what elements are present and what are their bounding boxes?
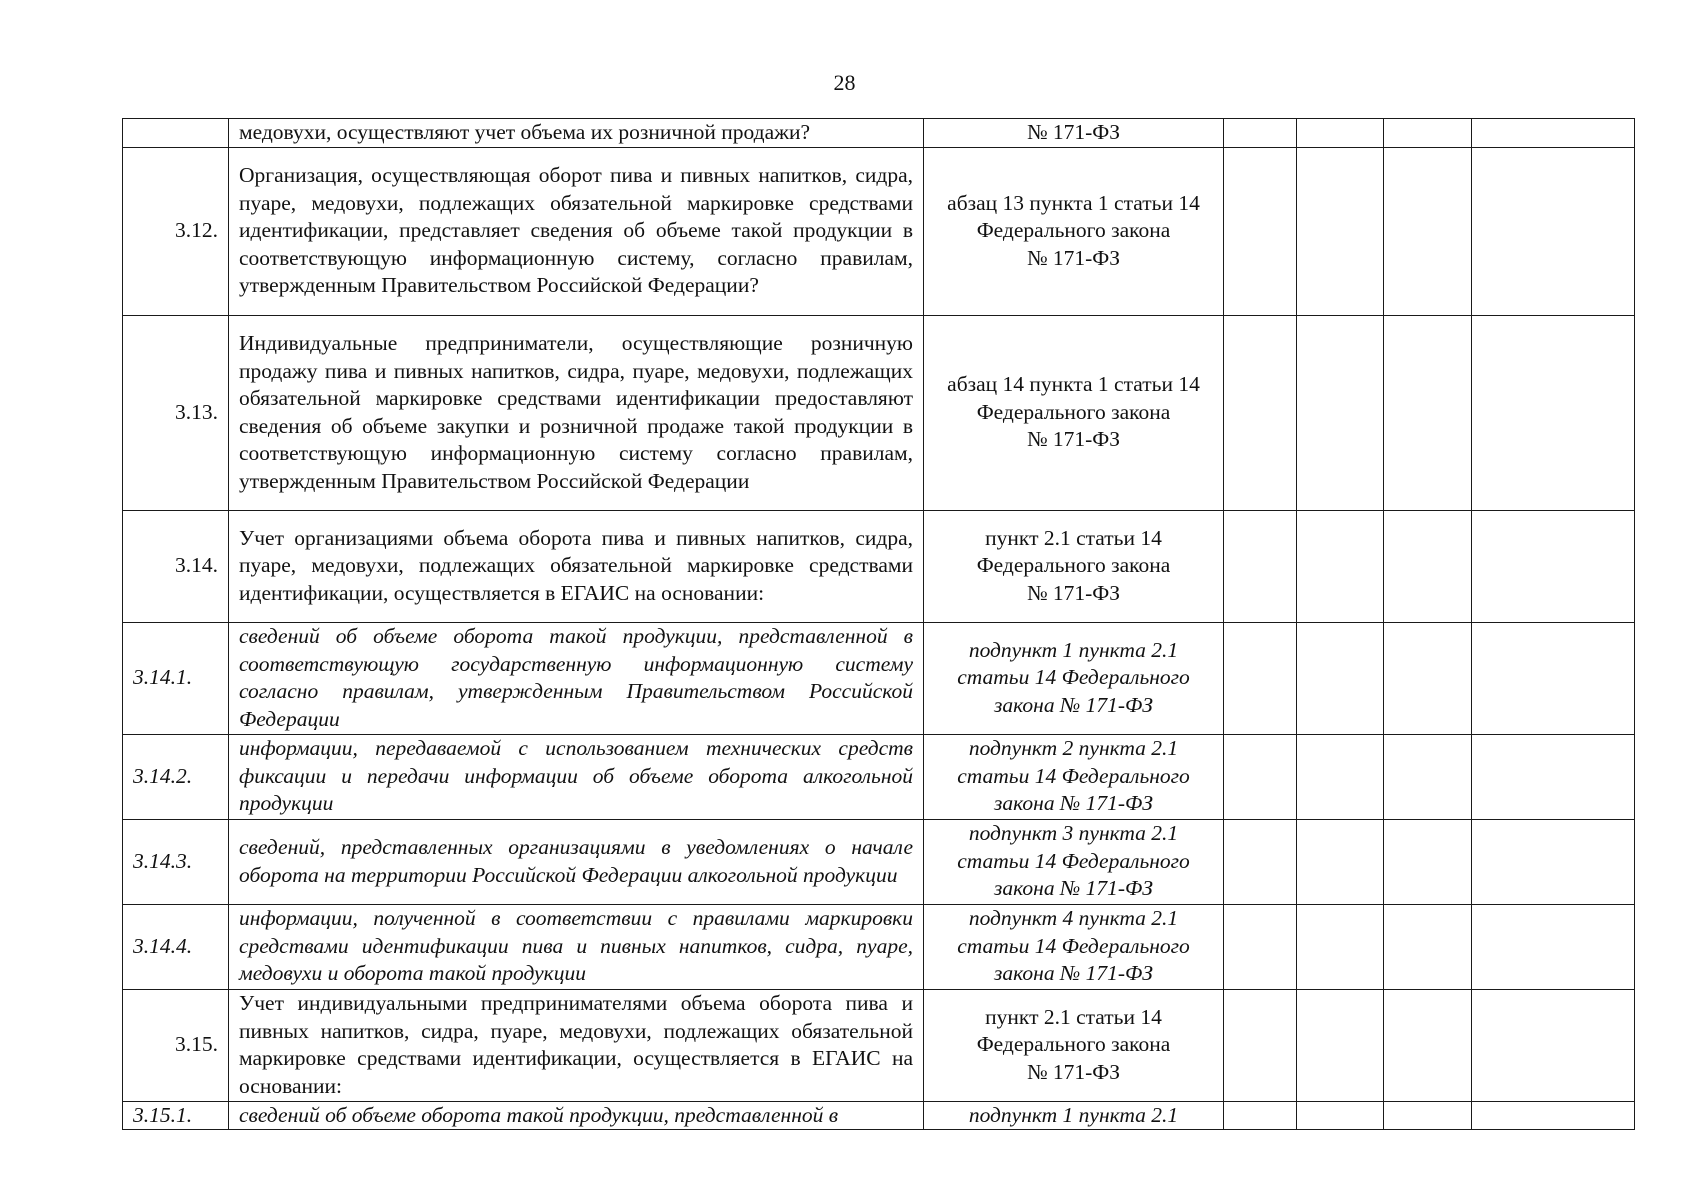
answer-cell bbox=[1297, 315, 1384, 510]
table-row bbox=[123, 315, 1635, 510]
answer-cell bbox=[1297, 510, 1384, 622]
answer-cell bbox=[1297, 119, 1384, 148]
page-number: 28 bbox=[833, 70, 856, 95]
answer-cell bbox=[1384, 1101, 1472, 1130]
answer-cell bbox=[1297, 989, 1384, 1101]
row-reference: подпункт 1 пункта 2.1 bbox=[924, 1101, 1224, 1130]
row-number: 3.14.3. bbox=[123, 819, 229, 904]
notes-cell bbox=[1472, 734, 1635, 819]
row-question: Учет индивидуальными предпринимателями объема оборота пива и пивных напитков, сидра, пуаре, медовухи, подлежащих обязательной маркировке средствами идентификации, осуществляется в ЕГАИС на основании: bbox=[229, 989, 924, 1101]
table-row bbox=[123, 819, 1635, 904]
checklist-table bbox=[122, 118, 1635, 1130]
answer-cell bbox=[1297, 734, 1384, 819]
answer-cell bbox=[1224, 119, 1297, 148]
row-reference: подпункт 4 пункта 2.1 статьи 14 Федерального закона № 171-ФЗ bbox=[924, 904, 1224, 989]
table-row bbox=[123, 119, 1635, 148]
row-number: 3.14.4. bbox=[123, 904, 229, 989]
answer-cell bbox=[1224, 1101, 1297, 1130]
table-row bbox=[123, 622, 1635, 734]
notes-cell bbox=[1472, 119, 1635, 148]
table-row bbox=[123, 510, 1635, 622]
row-number: 3.14.2. bbox=[123, 734, 229, 819]
notes-cell bbox=[1472, 147, 1635, 315]
table-row bbox=[123, 147, 1635, 315]
answer-cell bbox=[1224, 622, 1297, 734]
row-question: информации, полученной в соответствии с правилами маркировки средствами идентификации пива и пивных напитков, сидра, пуаре, медовухи и оборота такой продукции bbox=[229, 904, 924, 989]
row-question: медовухи, осуществляют учет объема их розничной продажи? bbox=[229, 119, 924, 148]
answer-cell bbox=[1384, 510, 1472, 622]
answer-cell bbox=[1297, 147, 1384, 315]
answer-cell bbox=[1224, 147, 1297, 315]
row-number: 3.14. bbox=[123, 510, 229, 622]
row-number: 3.15.1. bbox=[123, 1101, 229, 1130]
row-question: Организация, осуществляющая оборот пива и пивных напитков, сидра, пуаре, медовухи, подлежащих обязательной маркировке средствами идентификации, представляет сведения об объеме такой продукции в соответствующую информационную систему, согласно правилам, утвержденным Правительством Российской Федерации? bbox=[229, 147, 924, 315]
row-question: сведений об объеме оборота такой продукции, представленной в соответствующую государственную информационную систему согласно правилам, утвержденным Правительством Российской Федерации bbox=[229, 622, 924, 734]
answer-cell bbox=[1297, 819, 1384, 904]
row-reference: пункт 2.1 статьи 14 Федерального закона № 171-ФЗ bbox=[924, 510, 1224, 622]
answer-cell bbox=[1224, 989, 1297, 1101]
answer-cell bbox=[1384, 119, 1472, 148]
table-row bbox=[123, 904, 1635, 989]
row-number: 3.12. bbox=[123, 147, 229, 315]
notes-cell bbox=[1472, 1101, 1635, 1130]
answer-cell bbox=[1224, 819, 1297, 904]
notes-cell bbox=[1472, 819, 1635, 904]
row-question: Учет организациями объема оборота пива и пивных напитков, сидра, пуаре, медовухи, подлежащих обязательной маркировке средствами идентификации, осуществляется в ЕГАИС на основании: bbox=[229, 510, 924, 622]
table-row bbox=[123, 734, 1635, 819]
row-reference: пункт 2.1 статьи 14 Федерального закона № 171-ФЗ bbox=[924, 989, 1224, 1101]
answer-cell bbox=[1224, 510, 1297, 622]
answer-cell bbox=[1297, 622, 1384, 734]
answer-cell bbox=[1384, 315, 1472, 510]
row-reference: подпункт 2 пункта 2.1 статьи 14 Федерального закона № 171-ФЗ bbox=[924, 734, 1224, 819]
row-number: 3.13. bbox=[123, 315, 229, 510]
table-row bbox=[123, 989, 1635, 1101]
row-number: 3.15. bbox=[123, 989, 229, 1101]
answer-cell bbox=[1384, 989, 1472, 1101]
row-reference: № 171-ФЗ bbox=[924, 119, 1224, 148]
answer-cell bbox=[1384, 147, 1472, 315]
notes-cell bbox=[1472, 315, 1635, 510]
notes-cell bbox=[1472, 904, 1635, 989]
row-reference: подпункт 1 пункта 2.1 статьи 14 Федерального закона № 171-ФЗ bbox=[924, 622, 1224, 734]
answer-cell bbox=[1384, 904, 1472, 989]
notes-cell bbox=[1472, 622, 1635, 734]
row-question: сведений, представленных организациями в уведомлениях о начале оборота на территории Российской Федерации алкогольной продукции bbox=[229, 819, 924, 904]
notes-cell bbox=[1472, 989, 1635, 1101]
row-number: 3.14.1. bbox=[123, 622, 229, 734]
row-reference: подпункт 3 пункта 2.1 статьи 14 Федерального закона № 171-ФЗ bbox=[924, 819, 1224, 904]
answer-cell bbox=[1384, 622, 1472, 734]
answer-cell bbox=[1297, 904, 1384, 989]
answer-cell bbox=[1384, 819, 1472, 904]
answer-cell bbox=[1224, 904, 1297, 989]
row-question: сведений об объеме оборота такой продукции, представленной в bbox=[229, 1101, 924, 1130]
row-number bbox=[123, 119, 229, 148]
row-question: информации, передаваемой с использованием технических средств фиксации и передачи информации об объеме оборота алкогольной продукции bbox=[229, 734, 924, 819]
row-reference: абзац 14 пункта 1 статьи 14 Федерального закона № 171-ФЗ bbox=[924, 315, 1224, 510]
answer-cell bbox=[1224, 315, 1297, 510]
row-reference: абзац 13 пункта 1 статьи 14 Федерального закона № 171-ФЗ bbox=[924, 147, 1224, 315]
row-question: Индивидуальные предприниматели, осуществляющие розничную продажу пива и пивных напитков, сидра, пуаре, медовухи, подлежащих обязательной маркировке средствами идентификации предоставляют сведения об объеме закупки и розничной продаже такой продукции в соответствующую информационную систему согласно правилам, утвержденным Правительством Российской Федерации bbox=[229, 315, 924, 510]
answer-cell bbox=[1224, 734, 1297, 819]
answer-cell bbox=[1384, 734, 1472, 819]
notes-cell bbox=[1472, 510, 1635, 622]
answer-cell bbox=[1297, 1101, 1384, 1130]
table-row bbox=[123, 1101, 1635, 1130]
